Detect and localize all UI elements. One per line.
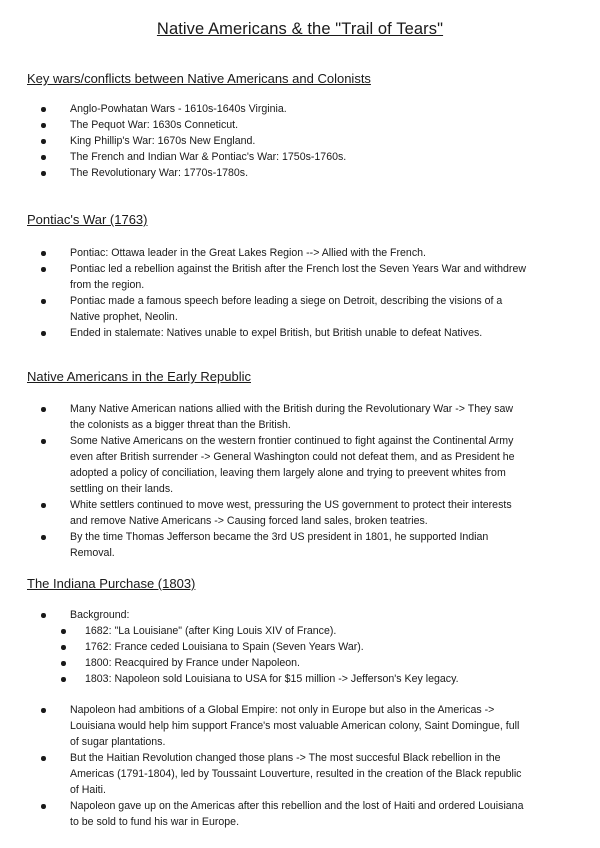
list-item: But the Haitian Revolution changed those plans -> The most succesful Black rebellion in the Americas (1791-1804), led by Toussaint Louverture, resulted in the creation of the Black republic of Haiti.	[40, 750, 576, 798]
list-item: The Revolutionary War: 1770s-1780s.	[40, 165, 576, 181]
early-republic-list	[40, 401, 576, 561]
list-item: White settlers continued to move west, pressuring the US government to protect their interests and remove Native Americans -> Causing forced land sales, broken teatries.	[40, 497, 576, 529]
list-item: King Phillip's War: 1670s New England.	[40, 133, 576, 149]
list-item: Background:	[40, 607, 576, 623]
list-item: Anglo-Powhatan Wars - 1610s-1640s Virginia.	[40, 101, 576, 117]
list-item: By the time Thomas Jefferson became the 3rd US president in 1801, he supported Indian Removal.	[40, 529, 576, 561]
list-item: 1762: France ceded Louisiana to Spain (Seven Years War).	[60, 639, 570, 655]
list-item: 1803: Napoleon sold Louisiana to USA for $15 million -> Jefferson's Key legacy.	[60, 671, 570, 687]
list-item: Napoleon had ambitions of a Global Empire: not only in Europe but also in the Americas -> Louisiana would help him support France's most valuable American colony, Saint Domingue, full of sugar plantations.	[40, 702, 576, 750]
wars-list	[40, 101, 576, 181]
list-item: Some Native Americans on the western frontier continued to fight against the Continental Army even after British surrender -> General Washington could not defeat them, and as President he adopted a policy of conciliation, leaving them largely alone and trying to preevent whites from settling on their lands.	[40, 433, 576, 497]
section-heading-early-republic: Native Americans in the Early Republic	[27, 369, 251, 384]
indiana-list	[40, 702, 576, 830]
list-item: Pontiac made a famous speech before leading a siege on Detroit, describing the visions of a Native prophet, Neolin.	[40, 293, 576, 325]
list-item: Many Native American nations allied with the British during the Revolutionary War -> They saw the colonists as a bigger threat than the British.	[40, 401, 576, 433]
section-heading-wars: Key wars/conflicts between Native Americans and Colonists	[27, 71, 371, 86]
list-item: The Pequot War: 1630s Conneticut.	[40, 117, 576, 133]
list-item: Ended in stalemate: Natives unable to expel British, but British unable to defeat Natives.	[40, 325, 576, 341]
list-item: 1800: Reacquired by France under Napoleon.	[60, 655, 570, 671]
list-item: Napoleon gave up on the Americas after this rebellion and the lost of Haiti and ordered Louisiana to be sold to fund his war in Europe.	[40, 798, 576, 830]
list-item: The French and Indian War & Pontiac's War: 1750s-1760s.	[40, 149, 576, 165]
list-item: 1682: "La Louisiane" (after King Louis XIV of France).	[60, 623, 570, 639]
indiana-background-list	[40, 607, 576, 623]
list-item: Pontiac: Ottawa leader in the Great Lakes Region --> Allied with the French.	[40, 245, 576, 261]
page-title: Native Americans & the "Trail of Tears"	[156, 20, 444, 38]
list-item: Pontiac led a rebellion against the British after the French lost the Seven Years War and withdrew from the region.	[40, 261, 576, 293]
section-heading-indiana: The Indiana Purchase (1803)	[27, 576, 196, 591]
pontiac-list	[40, 245, 576, 341]
section-heading-pontiac: Pontiac's War (1763)	[27, 212, 148, 227]
indiana-timeline-list	[60, 623, 570, 687]
